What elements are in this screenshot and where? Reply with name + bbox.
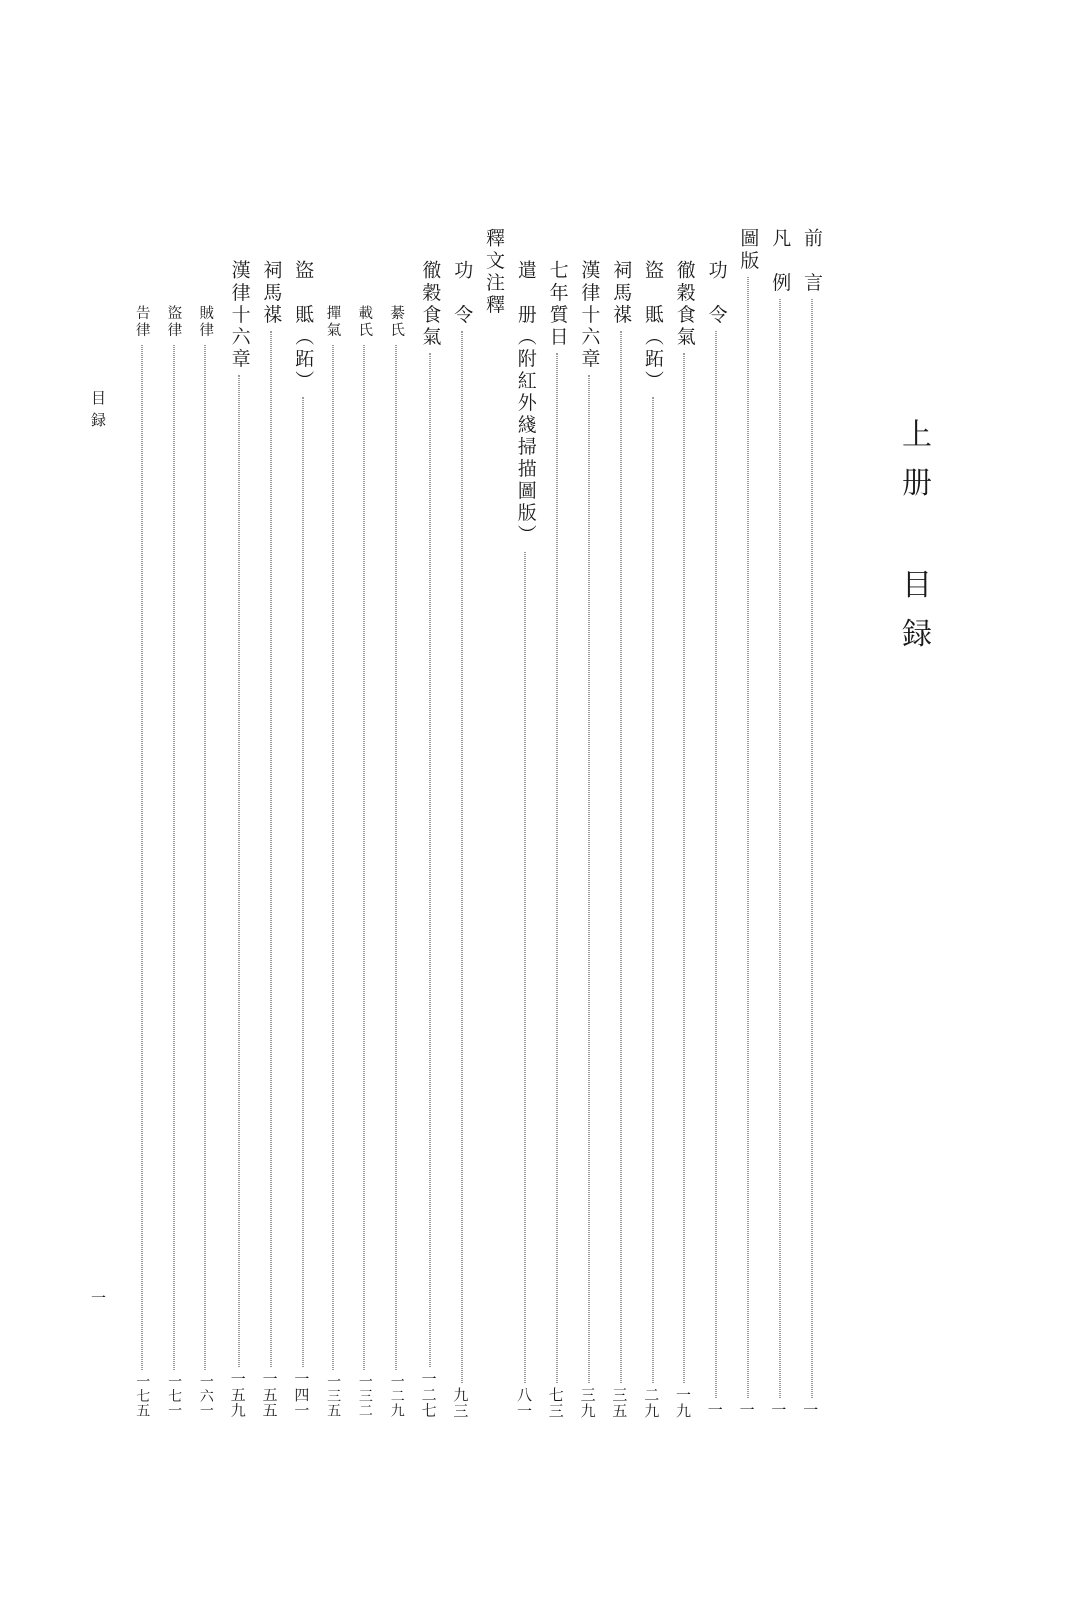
toc-entry-page-number: 一二九 [388,1373,405,1418]
toc-entry[interactable] [166,305,181,1418]
toc-entry-page-number: 一 [769,1402,788,1418]
toc-entry[interactable] [737,228,760,1418]
toc-entry-label: 功 令 [451,260,474,327]
toc-entry-page-number: 一七五 [134,1373,151,1418]
toc-entry-page-number: 一五五 [260,1370,279,1418]
toc-entry-page-number: 一九 [673,1386,692,1418]
toc-entry[interactable] [419,260,442,1418]
toc-entry-label: 凡 例 [769,228,792,295]
toc-entry-page-number: 一三五 [325,1373,342,1418]
toc-entry[interactable] [802,228,821,1418]
toc-entry-label: 功 令 [705,260,728,327]
toc-entry-page-number: 一六一 [197,1373,214,1418]
toc-entry-label: 賊律 [197,305,214,340]
toc-entry[interactable] [325,305,340,1418]
toc-entry-label: 漢律十六章 [578,260,601,371]
toc-entry-page-number: 三九 [578,1386,597,1418]
toc-entry[interactable] [548,260,567,1418]
toc-entry-page-number: 一三二 [356,1373,373,1418]
toc-entry[interactable] [451,260,474,1418]
toc-entry-label: 盜律 [165,305,182,340]
toc-entry-label: 圖版 [737,228,760,273]
toc-entry-page-number: 九三 [451,1386,470,1418]
toc-entry[interactable] [484,228,503,1418]
toc-leader-dots [261,331,280,1367]
toc-leader-dots [707,331,726,1398]
toc-entry-label: 遣 册（附紅外綫掃描圖版） [514,260,537,547]
toc-entry-label: 釋文注釋 [483,228,505,317]
toc-entry-label: 盜 貾（跖） [642,260,664,393]
toc-leader-dots [802,299,821,1398]
toc-leader-dots [643,397,662,1382]
toc-leader-dots [611,331,630,1382]
toc-entry-label: 盜 貾（跖） [292,260,315,393]
toc-entry-label: 祠馬禖 [260,260,283,327]
toc-entry-page-number: 一五九 [228,1370,247,1418]
toc-entry-label: 祠馬禖 [610,260,633,327]
toc-entry[interactable] [292,260,315,1418]
toc-leader-dots [230,375,249,1367]
toc-entry-label: 漢律十六章 [228,260,251,371]
toc-entry-label: 綦氏 [388,305,405,340]
toc-entry[interactable] [389,305,404,1418]
toc-leader-dots [198,345,213,1370]
toc-entry-page-number: 七三 [546,1386,565,1418]
running-head: 目録 [89,390,107,434]
toc-leader-dots [516,552,535,1383]
toc-leader-dots [738,277,757,1398]
toc-leader-dots [166,345,181,1370]
toc-entry-page-number: 一四一 [292,1370,311,1418]
toc-entry-label: 告律 [133,305,150,340]
toc-entry[interactable] [610,260,633,1418]
toc-entry-page-number: 一 [705,1402,724,1418]
toc-entry[interactable] [578,260,601,1418]
page-folio: 一 [89,1290,107,1307]
toc-leader-dots [293,397,312,1367]
toc-entry-label: 前 言 [801,228,823,295]
toc-leader-dots [579,375,598,1382]
toc-entry-page-number: 一七一 [166,1373,183,1418]
toc-leader-dots [325,345,340,1370]
toc-entry[interactable] [198,305,213,1418]
toc-entry[interactable] [134,305,149,1418]
toc-entry-page-number: 一二七 [419,1370,438,1418]
toc-entry[interactable] [357,305,372,1418]
toc-leader-dots [548,353,567,1382]
toc-entry[interactable] [230,260,249,1418]
toc-leader-dots [389,345,404,1370]
toc-entry-page-number: 一 [737,1402,756,1418]
toc-entry-page-number: 三五 [610,1386,629,1418]
toc-leader-dots [770,299,789,1398]
toc-entry[interactable] [675,260,694,1418]
toc-leader-dots [452,331,471,1382]
toc-leader-dots [420,353,439,1367]
toc-entry[interactable] [643,260,662,1418]
toc-entry-label: 載氏 [356,305,373,340]
toc-leader-dots [357,345,372,1370]
toc-entry[interactable] [516,260,535,1418]
toc-entry-page-number: 二九 [642,1386,661,1418]
toc-entry-page-number: 八一 [514,1386,533,1418]
toc-leader-dots [675,353,694,1382]
toc-leader-dots [134,345,149,1370]
page-title: 上册 目録 [896,418,931,666]
toc-entry[interactable] [769,228,792,1418]
toc-entry-page-number: 一 [801,1402,820,1418]
toc-entry[interactable] [260,260,283,1418]
toc-entry-label: 徹穀食氣 [419,260,442,349]
toc-leader-dots [484,321,503,1414]
toc-entry-label: 徹穀食氣 [673,260,696,349]
toc-entry[interactable] [707,260,726,1418]
toc-entry-label: 七年質日 [546,260,569,349]
toc-entry-label: 撣氣 [324,305,341,340]
